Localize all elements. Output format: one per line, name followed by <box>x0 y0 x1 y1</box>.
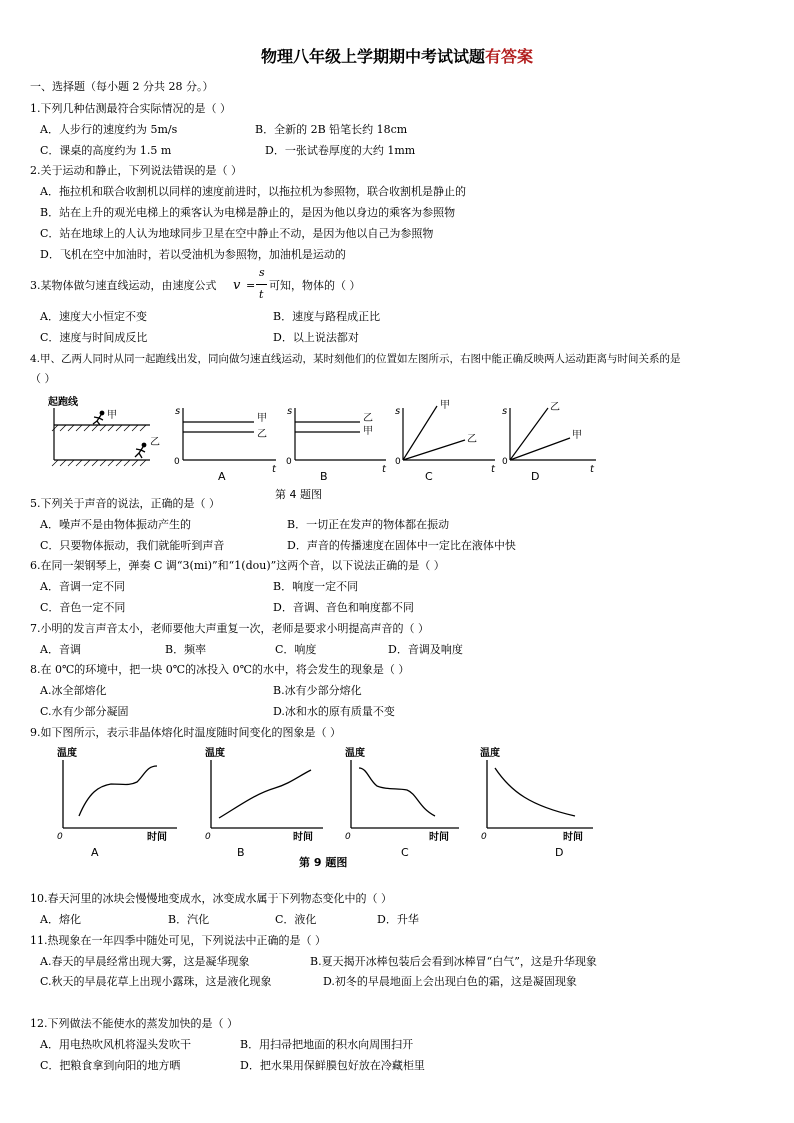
q7-option-b: B．频率 <box>165 643 207 656</box>
q11-option-c: C.秋天的早晨花草上出现小露珠，这是液化现象 <box>40 975 272 988</box>
q3-option-a: A．速度大小恒定不变 <box>40 310 147 323</box>
fraction-bar <box>256 284 267 285</box>
q2-option-a: A．拖拉机和联合收割机以同样的速度前进时，以拖拉机为参照物，联合收割机是静止的 <box>40 185 466 198</box>
axis-t-label: t <box>491 464 495 475</box>
q4-graph-c <box>395 399 496 475</box>
axis-temp-label: 温度 <box>345 748 365 759</box>
q5-option-a: A．噪声不是由物体振动产生的 <box>40 518 191 531</box>
q10-option-d: D．升华 <box>377 913 419 926</box>
q11-option-b: B.夏天揭开冰棒包装后会看到冰棒冒“白气”，这是升华现象 <box>310 955 597 968</box>
axis-s-label: s <box>287 406 293 417</box>
q6-stem: 6.在同一架钢琴上，弹奏 C 调“3(mi)”和“1(dou)”这两个音，以下说法正确的是（ ） <box>30 559 445 572</box>
q7-option-a: A．音调 <box>40 643 81 656</box>
q4-figure <box>40 392 600 484</box>
axis-t-label: t <box>272 464 276 475</box>
q3-stem-pre: 3.某物体做匀速直线运动，由速度公式 <box>30 279 217 292</box>
q6-option-d: D．音调、音色和响度都不同 <box>273 601 414 614</box>
line-yi-label: 乙 <box>257 429 267 440</box>
q11-option-d: D.初冬的早晨地面上会出现白色的霜，这是凝固现象 <box>323 975 577 988</box>
line-yi-label: 乙 <box>550 402 560 413</box>
q5-option-c: C．只要物体振动，我们就能听到声音 <box>40 539 225 552</box>
q7-stem: 7.小明的发言声音太小，老师要他大声重复一次，老师是要求小明提高声音的（ ） <box>30 622 429 635</box>
q4-graph-b <box>286 406 387 475</box>
axis-time-label: 时间 <box>429 832 449 843</box>
q8-option-a: A.冰全部熔化 <box>40 684 107 697</box>
axis-s-label: s <box>395 406 401 417</box>
axis-temp-label: 温度 <box>480 748 500 759</box>
q9-graph-a <box>57 746 177 843</box>
q1-stem: 1.下列几种估测最符合实际情况的是（ ） <box>30 102 231 115</box>
axis-t-label: t <box>382 464 386 475</box>
q11-option-a: A.春天的早晨经常出现大雾，这是凝华现象 <box>40 955 250 968</box>
origin-label: 0 <box>395 457 401 467</box>
q12-option-a: A．用电热吹风机将湿头发吹干 <box>40 1038 191 1051</box>
q3-option-b: B．速度与路程成正比 <box>273 310 381 323</box>
runner-yi-label: 乙 <box>150 437 160 448</box>
q8-option-c: C.水有少部分凝固 <box>40 705 129 718</box>
q6-option-b: B．响度一定不同 <box>273 580 359 593</box>
q10-option-a: A．熔化 <box>40 913 81 926</box>
q2-option-b: B．站在上升的观光电梯上的乘客认为电梯是静止的，是因为他以身边的乘客为参照物 <box>40 206 456 219</box>
start-line-label: 起跑线 <box>48 397 78 408</box>
axis-temp-label: 温度 <box>57 748 77 759</box>
origin-label: 0 <box>57 832 63 842</box>
q9-figure <box>55 744 595 872</box>
q6-option-c: C．音色一定不同 <box>40 601 126 614</box>
graph-label-c: C <box>401 846 409 859</box>
q11-stem: 11.热现象在一年四季中随处可见，下列说法中正确的是（ ） <box>30 934 326 947</box>
line-yi-label: 乙 <box>467 434 477 445</box>
graph-label-a: A <box>91 846 99 859</box>
axis-t-label: t <box>590 464 594 475</box>
q12-option-b: B．用扫帚把地面的积水向周围扫开 <box>240 1038 414 1051</box>
q3-option-d: D．以上说法都对 <box>273 331 359 344</box>
line-yi-label: 乙 <box>363 413 373 424</box>
q5-option-d: D．声音的传播速度在固体中一定比在液体中快 <box>287 539 516 552</box>
origin-label: 0 <box>174 457 180 467</box>
q10-option-c: C．液化 <box>275 913 317 926</box>
origin-label: 0 <box>502 457 508 467</box>
q3-formula-den: t <box>259 288 264 301</box>
q9-graph-c <box>345 746 459 843</box>
q2-stem: 2.关于运动和静止，下列说法错误的是（ ） <box>30 164 242 177</box>
q5-option-b: B．一切正在发声的物体都在振动 <box>287 518 450 531</box>
q3-option-c: C．速度与时间成反比 <box>40 331 148 344</box>
q1-option-b: B．全新的 2B 铅笔长约 18cm <box>255 123 408 136</box>
q2-option-c: C．站在地球上的人认为地球同步卫星在空中静止不动，是因为他以自己为参照物 <box>40 227 434 240</box>
graph-label-a: A <box>218 470 226 483</box>
axis-time-label: 时间 <box>563 832 583 843</box>
q9-graph-b <box>205 746 323 843</box>
section-heading: 一、选择题（每小题 2 分共 28 分。） <box>30 80 214 93</box>
line-jia-label: 甲 <box>257 413 267 424</box>
q5-stem: 5.下列关于声音的说法，正确的是（ ） <box>30 497 220 510</box>
line-jia-label: 甲 <box>363 426 373 437</box>
q12-option-d: D．把水果用保鲜膜包好放在冷藏柜里 <box>240 1059 425 1072</box>
q3-formula-num: s <box>259 266 265 279</box>
page-title <box>0 44 794 67</box>
graph-label-c: C <box>425 470 433 483</box>
axis-s-label: s <box>175 406 181 417</box>
q10-stem: 10.春天河里的冰块会慢慢地变成水，冰变成水属于下列物态变化中的（ ） <box>30 892 392 905</box>
q1-option-c: C．课桌的高度约为 1.5 m <box>40 144 172 157</box>
origin-label: 0 <box>205 832 211 842</box>
q1-option-a: A．人步行的速度约为 5m/s <box>40 123 178 136</box>
q9-stem: 9.如下图所示，表示非晶体熔化时温度随时间变化的图象是（ ） <box>30 726 341 739</box>
line-jia-label: 甲 <box>572 430 582 441</box>
axis-s-label: s <box>502 406 508 417</box>
graph-label-d: D <box>555 846 564 859</box>
q7-option-d: D．音调及响度 <box>388 643 463 656</box>
q8-option-d: D.冰和水的原有质量不变 <box>273 705 395 718</box>
q4-stem: 4.甲、乙两人同时从同一起跑线出发，同向做匀速直线运动，某时刻他们的位置如左图所示，右图中能正确反映两人运动距离与时间关系的是 <box>30 353 681 365</box>
axis-temp-label: 温度 <box>205 748 225 759</box>
q9-caption: 第 9 题图 <box>299 856 348 869</box>
q3-formula-eq: = <box>246 279 256 292</box>
runner-jia-label: 甲 <box>107 410 117 421</box>
q3-formula-v: v <box>233 278 241 293</box>
origin-label: 0 <box>481 832 487 842</box>
q9-graph-d <box>480 746 593 843</box>
q7-option-c: C．响度 <box>275 643 317 656</box>
q2-option-d: D．飞机在空中加油时，若以受油机为参照物，加油机是运动的 <box>40 248 346 261</box>
q3-stem-post: 可知，物体的（ ） <box>269 279 361 292</box>
axis-time-label: 时间 <box>293 832 313 843</box>
q12-stem: 12.下列做法不能使水的蒸发加快的是（ ） <box>30 1017 238 1030</box>
q4-caption: 第 4 题图 <box>275 488 322 501</box>
graph-label-d: D <box>531 470 540 483</box>
line-jia-label: 甲 <box>440 400 450 411</box>
title-highlight: 有答案 <box>485 47 534 66</box>
axis-time-label: 时间 <box>147 832 167 843</box>
q4-graph-a <box>174 406 277 475</box>
runner-jia-icon <box>93 411 104 425</box>
origin-label: 0 <box>286 457 292 467</box>
runner-yi-icon <box>135 443 146 458</box>
graph-label-b: B <box>320 470 328 483</box>
q6-option-a: A．音调一定不同 <box>40 580 125 593</box>
title-main: 物理八年级上学期期中考试试题 <box>260 47 485 66</box>
q10-option-b: B．汽化 <box>168 913 210 926</box>
q4-graph-d <box>502 401 596 475</box>
q8-stem: 8.在 0℃的环境中，把一块 0℃的冰投入 0℃的水中，将会发生的现象是（ ） <box>30 663 410 676</box>
q4-blank: （ ） <box>30 372 56 385</box>
graph-label-b: B <box>237 846 245 859</box>
origin-label: 0 <box>345 832 351 842</box>
q12-option-c: C．把粮食拿到向阳的地方晒 <box>40 1059 181 1072</box>
q8-option-b: B.冰有少部分熔化 <box>273 684 362 697</box>
q1-option-d: D．一张试卷厚度的大约 1mm <box>265 144 416 157</box>
